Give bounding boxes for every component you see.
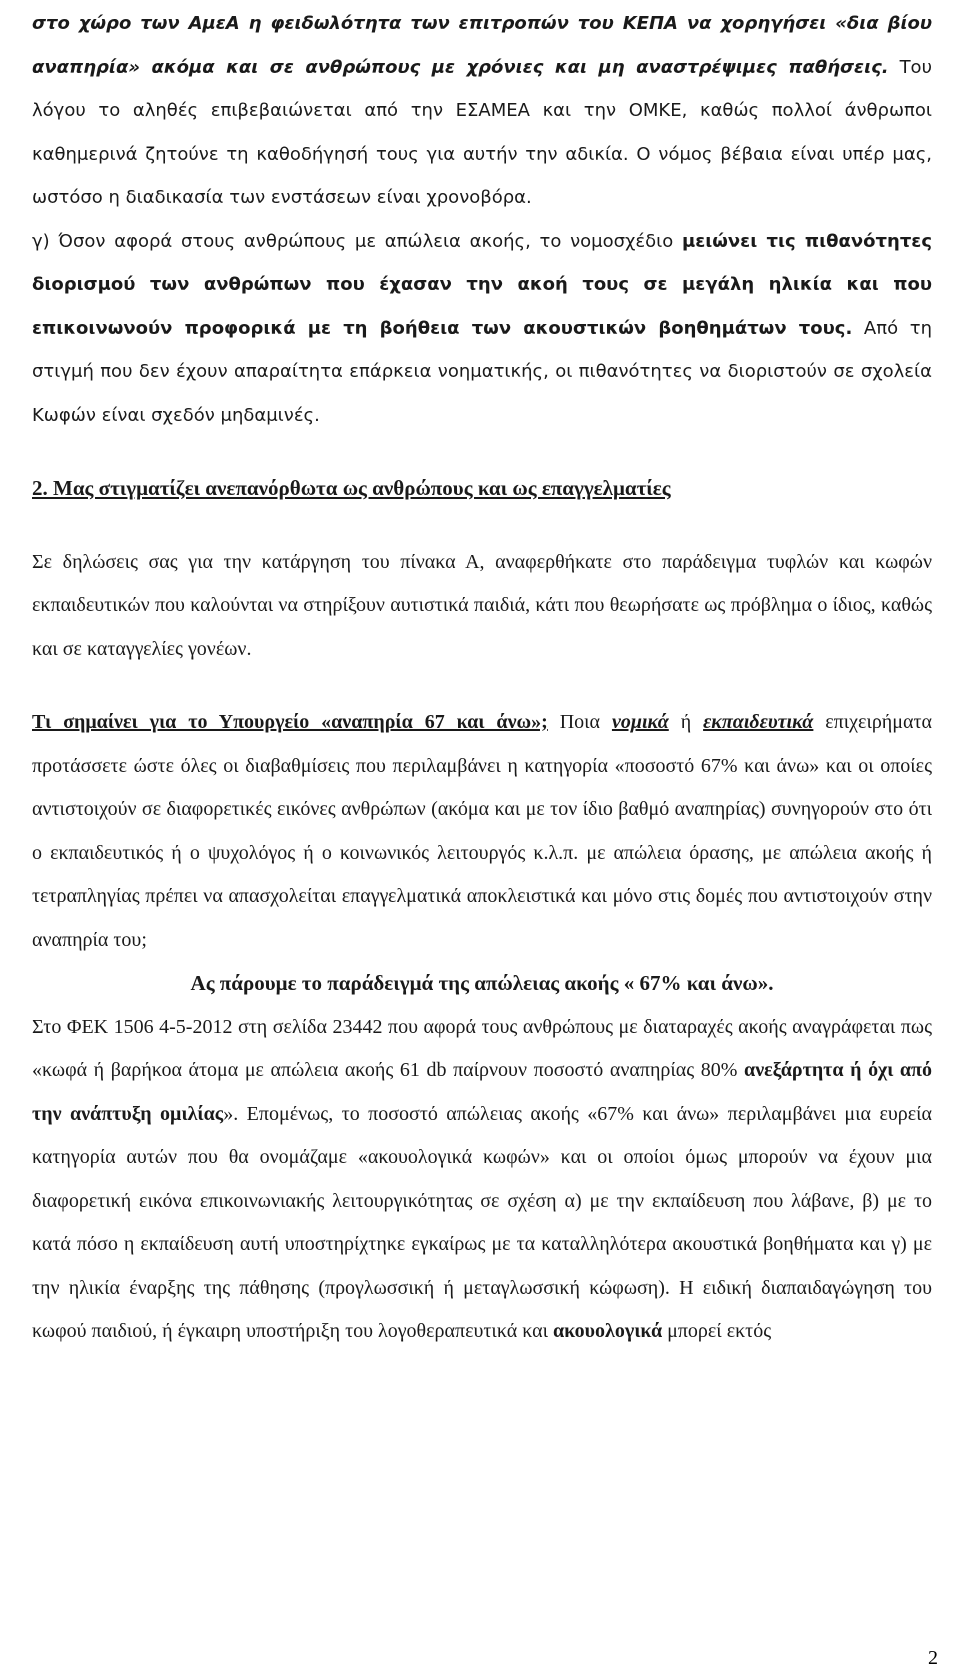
emphasis-educational: εκπαιδευτικά (703, 711, 814, 733)
document-page (32, 0, 932, 1354)
page-number: 2 (928, 1647, 938, 1669)
bold-audiological: ακουολογικά (552, 1320, 663, 1342)
text-sign-language: Από τη στιγμή που δεν έχουν απαραίτητα επάρκεια νοηματικής, οι πιθανότητες να διοριστούν σε σχολεία Κωφών είναι σχεδόν μηδαμινές. (32, 317, 932, 426)
emphasis-legal: νομικά (611, 711, 669, 733)
centered-example-line: Ας πάρουμε το παράδειγμά της απώλειας ακοής « 67% και άνω». (190, 971, 774, 995)
section-heading-2: 2. Μας στιγματίζει ανεπανόρθωτα ως ανθρώπους και ως επαγγελματίες (32, 476, 671, 500)
text-fragment: Στο ΦΕΚ 1506 4-5-2012 στη σελίδα 23442 που αφορά τους ανθρώπους με διαταραχές ακοής αναγράφεται πως «κωφά ή βαρήκοα άτομα με απώλεια ακοής 61 db παίρνουν ποσοστό αναπηρίας 80% (32, 1015, 932, 1081)
emphasis-committees: στο χώρο των ΑμεΑ η φειδωλότητα των επιτροπών του ΚΕΠΑ να χορηγήσει «δια βίου αναπηρία» ακόμα και σε ανθρώπους με χρόνιες και μη αναστρέψιμες παθήσεις. (32, 13, 932, 78)
text-fragment: μπορεί εκτός (662, 1320, 772, 1342)
paragraph-ministry-question (32, 701, 932, 962)
paragraph-hearing-loss (32, 220, 932, 438)
paragraph-hearing-committees (32, 2, 932, 220)
paragraph-statements: Σε δηλώσεις σας για την κατάργηση του πίνακα Α, αναφερθήκατε στο παράδειγμα τυφλών και κωφών εκπαιδευτικών που καλούνται να στηρίξουν αυτιστικά παιδιά, κάτι που θεωρήσατε ως πρόβλημα ο ίδιος, καθώς και σε καταγγελίες γονέων. (32, 550, 932, 660)
text-fragment: ». Επομένως, το ποσοστό απώλειας ακοής «67% και άνω» περιλαμβάνει μια ευρεία κατηγορία αυτών που θα ονομάζαμε «ακουολογικά κωφών» και οι οποίοι όμως μπορούν να έχουν μια διαφορετική εικόνα επικοινωνιακής λειτουργικότητας σε σχέση α) με την εκπαίδευση που λάβανε, β) με το κατά πόσο η εκπαίδευση αυτή υποστηρίχτηκε εγκαίρως με τα καταλληλότερα ακουστικά βοηθήματα και γ) με την ηλικία έναρξης της πάθησης (προγλωσσική ή μεταγλωσσική κώφωση). Η ειδική διαπαιδαγώγηση του κωφού παιδιού, ή έγκαιρη υποστήριξη του λογοθεραπευτικά και (32, 1102, 932, 1342)
paragraph-fek (32, 1006, 932, 1354)
bold-speech-development: ανεξάρτητα ή όχι από την ανάπτυξη ομιλίας (32, 1059, 932, 1125)
text-fragment: ή (668, 711, 704, 733)
bold-reduces-chances: μειώνει τις πιθανότητες διορισμού των ανθρώπων που έχασαν την ακοή τους σε μεγάλη ηλικία και που επικοινωνούν προφορικά με τη βοήθεια των ακουστικών βοηθημάτων τους. (32, 230, 933, 339)
text-intro-gamma: γ) Όσον αφορά στους ανθρώπους με απώλεια ακοής, το νομοσχέδιο (32, 230, 682, 252)
text-esamea: Του λόγου το αληθές επιβεβαιώνεται από την ΕΣΑΜΕΑ και την ΟΜΚΕ, καθώς πολλοί άνθρωποι καθημερινά ζητούνε τη καθοδήγησή τους για αυτήν την αδικία. Ο νόμος βέβαια είναι υπέρ μας, ωστόσο η διαδικασία των ενστάσεων είναι χρονοβόρα. (32, 56, 932, 208)
bold-question: Τι σημαίνει για το Υπουργείο «αναπηρία 67 και άνω»; (32, 711, 548, 733)
text-fragment: Ποια (547, 711, 612, 733)
text-fragment: επιχειρήματα προτάσσετε ώστε όλες οι διαβαθμίσεις που περιλαμβάνει η κατηγορία «ποσοστό 67% και άνω» και οι οποίες αντιστοιχούν σε διαφορετικές εικόνες ανθρώπων (ακόμα και με τον ίδιο βαθμό αναπηρίας) συνηγορούν στο ότι ο εκπαιδευτικός ή ο ψυχολόγος ή ο κοινωνικός λειτουργός κ.λ.π. με απώλεια όρασης, με απώλεια ακοής ή τετραπληγίας πρέπει να απασχολείται επαγγελματικά αποκλειστικά και μόνο στις δομές που αντιστοιχούν στην αναπηρία του; (32, 711, 932, 951)
